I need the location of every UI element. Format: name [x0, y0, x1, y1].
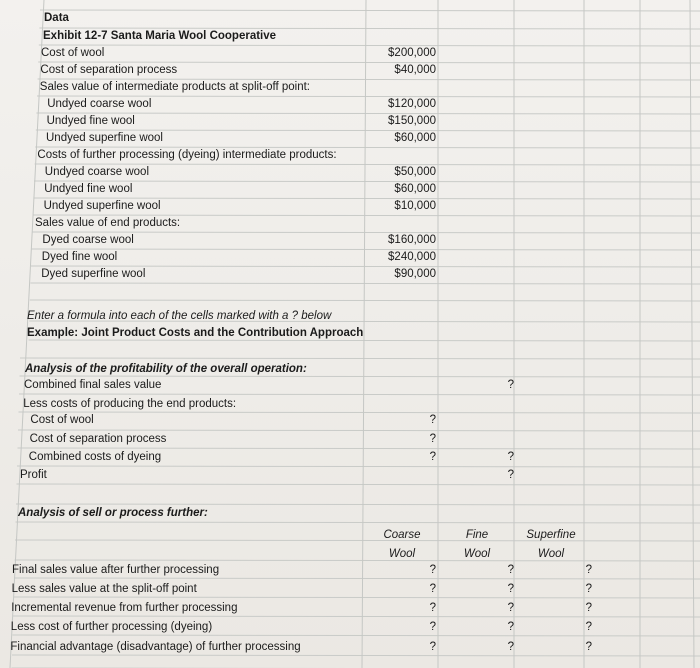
grid-line — [690, 0, 694, 668]
grid-line — [30, 283, 700, 284]
data-row-label: Undyed coarse wool — [47, 98, 152, 110]
formula-cell[interactable]: ? — [507, 621, 514, 633]
data-header: Data — [44, 12, 69, 24]
formula-cell[interactable]: ? — [585, 641, 592, 653]
data-row-value: $240,000 — [388, 251, 436, 263]
data-row-value: $160,000 — [388, 234, 436, 246]
product-header-line2: Wool — [463, 548, 491, 560]
grid-line — [17, 484, 700, 485]
sell-or-process-row-label: Incremental revenue from further processing — [11, 602, 238, 614]
grid-line — [16, 522, 700, 523]
data-row-label: Undyed fine wool — [44, 183, 133, 195]
formula-cell[interactable]: ? — [585, 621, 592, 633]
data-row-label: Dyed coarse wool — [42, 234, 134, 246]
grid-line — [40, 10, 700, 11]
grid-line — [15, 540, 700, 541]
data-row-label: Sales value of intermediate products at split-off point: — [39, 81, 310, 93]
formula-cell[interactable]: ? — [507, 451, 514, 463]
data-row-label: Dyed superfine wool — [41, 268, 146, 280]
grid-line — [20, 358, 700, 359]
formula-cell[interactable]: ? — [585, 583, 592, 595]
product-header-line1: Coarse — [383, 529, 421, 541]
data-row-value: $10,000 — [394, 200, 436, 212]
formula-cell[interactable]: ? — [507, 379, 514, 391]
exhibit-title: Exhibit 12-7 Santa Maria Wool Cooperative — [43, 30, 277, 42]
formula-cell[interactable]: ? — [507, 564, 514, 576]
formula-cell[interactable]: ? — [429, 451, 436, 463]
data-row-value: $40,000 — [394, 64, 436, 76]
product-header-line2: Wool — [537, 548, 565, 560]
grid-line — [19, 412, 700, 413]
data-row-label: Undyed fine wool — [46, 115, 135, 127]
sell-or-process-row-label: Financial advantage (disadvantage) of further processing — [10, 641, 301, 653]
profitability-row-label: Profit — [20, 469, 47, 481]
formula-cell[interactable]: ? — [507, 583, 514, 595]
sell-or-process-row-label: Final sales value after further processing — [12, 564, 220, 576]
formula-cell[interactable]: ? — [507, 602, 514, 614]
grid-line — [20, 376, 700, 377]
formula-cell[interactable]: ? — [429, 414, 436, 426]
data-row-value: $90,000 — [394, 268, 436, 280]
data-row-label: Costs of further processing (dyeing) intermediate products: — [37, 149, 337, 161]
data-row-value: $150,000 — [388, 115, 436, 127]
formula-cell[interactable]: ? — [429, 641, 436, 653]
grid-line — [12, 655, 700, 656]
profitability-row-label: Cost of wool — [30, 414, 94, 426]
formula-cell[interactable]: ? — [429, 621, 436, 633]
formula-cell[interactable]: ? — [429, 433, 436, 445]
formula-cell[interactable]: ? — [429, 583, 436, 595]
grid-line — [30, 300, 700, 301]
instruction-text: Enter a formula into each of the cells marked with a ? below — [27, 310, 332, 322]
grid-line — [13, 635, 700, 636]
formula-cell[interactable]: ? — [507, 469, 514, 481]
data-row-label: Sales value of end products: — [35, 217, 181, 229]
data-row-label: Undyed coarse wool — [44, 166, 149, 178]
example-title: Example: Joint Product Costs and the Contribution Approach — [27, 327, 364, 339]
data-row-label: Undyed superfine wool — [46, 132, 163, 144]
data-row-value: $60,000 — [394, 132, 436, 144]
formula-cell[interactable]: ? — [585, 564, 592, 576]
data-row-label: Undyed superfine wool — [43, 200, 161, 212]
product-header-line1: Superfine — [526, 529, 576, 541]
product-header-line2: Wool — [388, 548, 416, 560]
data-row-label: Dyed fine wool — [41, 251, 118, 263]
formula-cell[interactable]: ? — [429, 564, 436, 576]
sell-or-process-row-label: Less sales value at the split-off point — [11, 583, 197, 595]
grid-line — [14, 597, 700, 598]
profitability-row-label: Combined costs of dyeing — [28, 451, 162, 463]
data-row-value: $60,000 — [394, 183, 436, 195]
product-header-line1: Fine — [465, 529, 489, 541]
grid-line — [18, 430, 700, 431]
formula-cell[interactable]: ? — [585, 602, 592, 614]
profitability-row-label: Combined final sales value — [24, 379, 162, 391]
formula-cell[interactable]: ? — [429, 602, 436, 614]
grid-line — [18, 448, 700, 449]
data-row-value: $50,000 — [394, 166, 436, 178]
grid-line — [14, 578, 700, 579]
profitability-row-label: Less costs of producing the end products: — [23, 398, 237, 410]
formula-cell[interactable]: ? — [507, 641, 514, 653]
profitability-row-label: Cost of separation process — [29, 433, 167, 445]
profitability-title: Analysis of the profitability of the overall operation: — [25, 363, 307, 375]
data-row-value: $200,000 — [388, 47, 436, 59]
data-row-label: Cost of separation process — [40, 64, 178, 76]
sell-or-process-title: Analysis of sell or process further: — [18, 507, 208, 519]
grid-line — [16, 504, 700, 505]
data-row-label: Cost of wool — [41, 47, 105, 59]
grid-line — [15, 560, 700, 561]
grid-line — [19, 394, 700, 395]
grid-line — [17, 466, 700, 467]
sell-or-process-row-label: Less cost of further processing (dyeing) — [10, 621, 213, 633]
data-row-value: $120,000 — [388, 98, 436, 110]
grid-line — [13, 616, 700, 617]
